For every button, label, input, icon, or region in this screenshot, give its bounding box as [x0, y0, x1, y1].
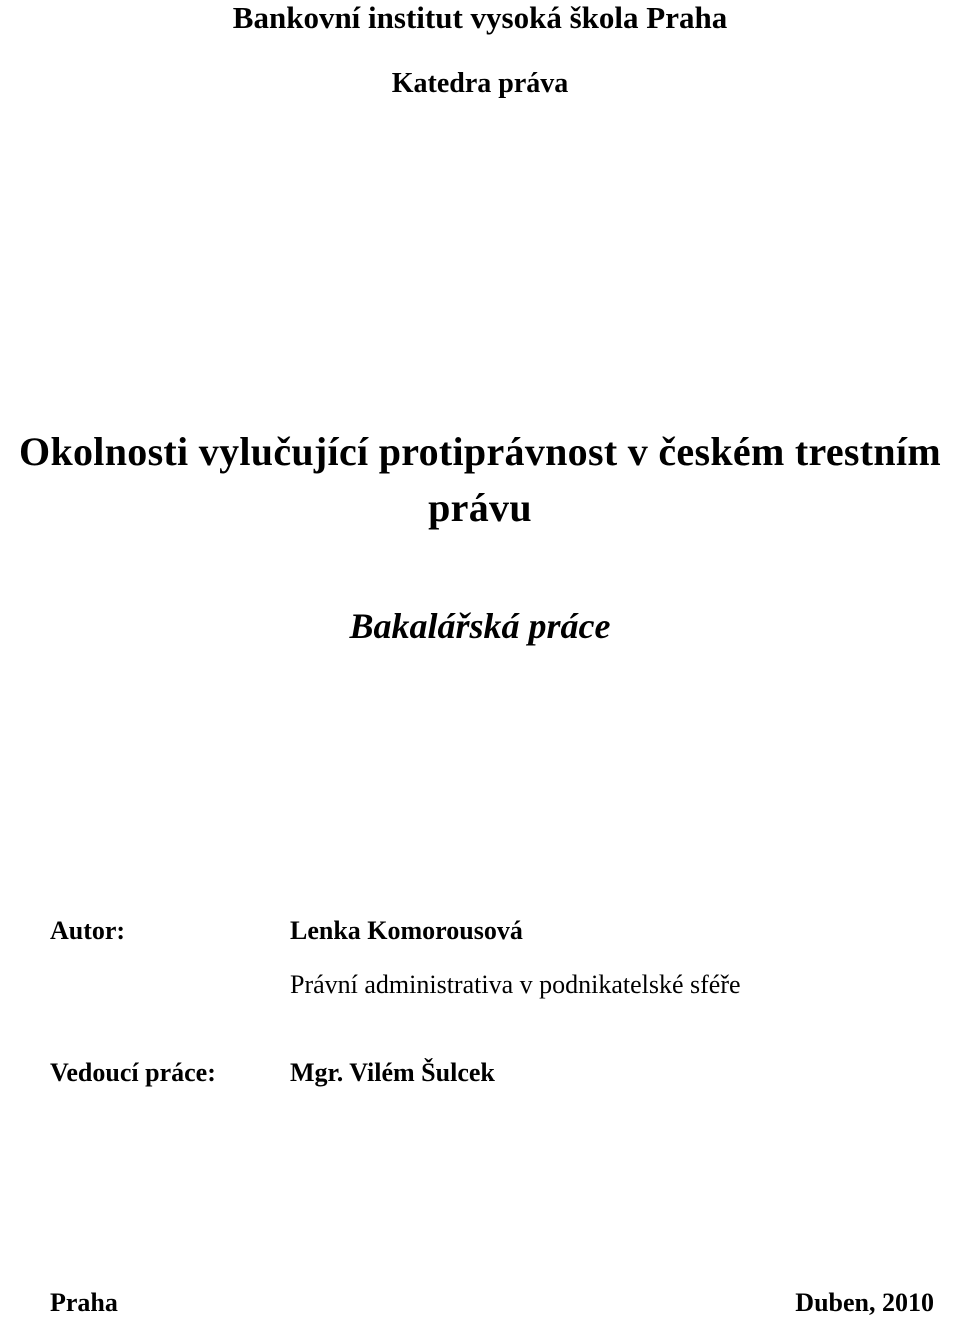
thesis-type: Bakalářská práce — [349, 606, 611, 646]
thesis-title — [0, 424, 960, 536]
supervisor-name: Mgr. Vilém Šulcek — [290, 1058, 495, 1087]
author-study-program: Právní administrativa v podnikatelské sféře — [290, 970, 741, 999]
institution-name: Bankovní institut vysoká škola Praha — [232, 0, 728, 35]
thesis-title-line-2: právu — [428, 485, 532, 530]
supervisor-label: Vedoucí práce: — [50, 1058, 216, 1087]
thesis-title-line-1: Okolnosti vylučující protiprávnost v českém trestním — [19, 429, 941, 474]
footer-place: Praha — [50, 1288, 118, 1317]
footer-date: Duben, 2010 — [795, 1288, 934, 1317]
author-label: Autor: — [50, 916, 126, 945]
department-name: Katedra práva — [391, 68, 569, 99]
author-name: Lenka Komorousová — [290, 916, 523, 945]
